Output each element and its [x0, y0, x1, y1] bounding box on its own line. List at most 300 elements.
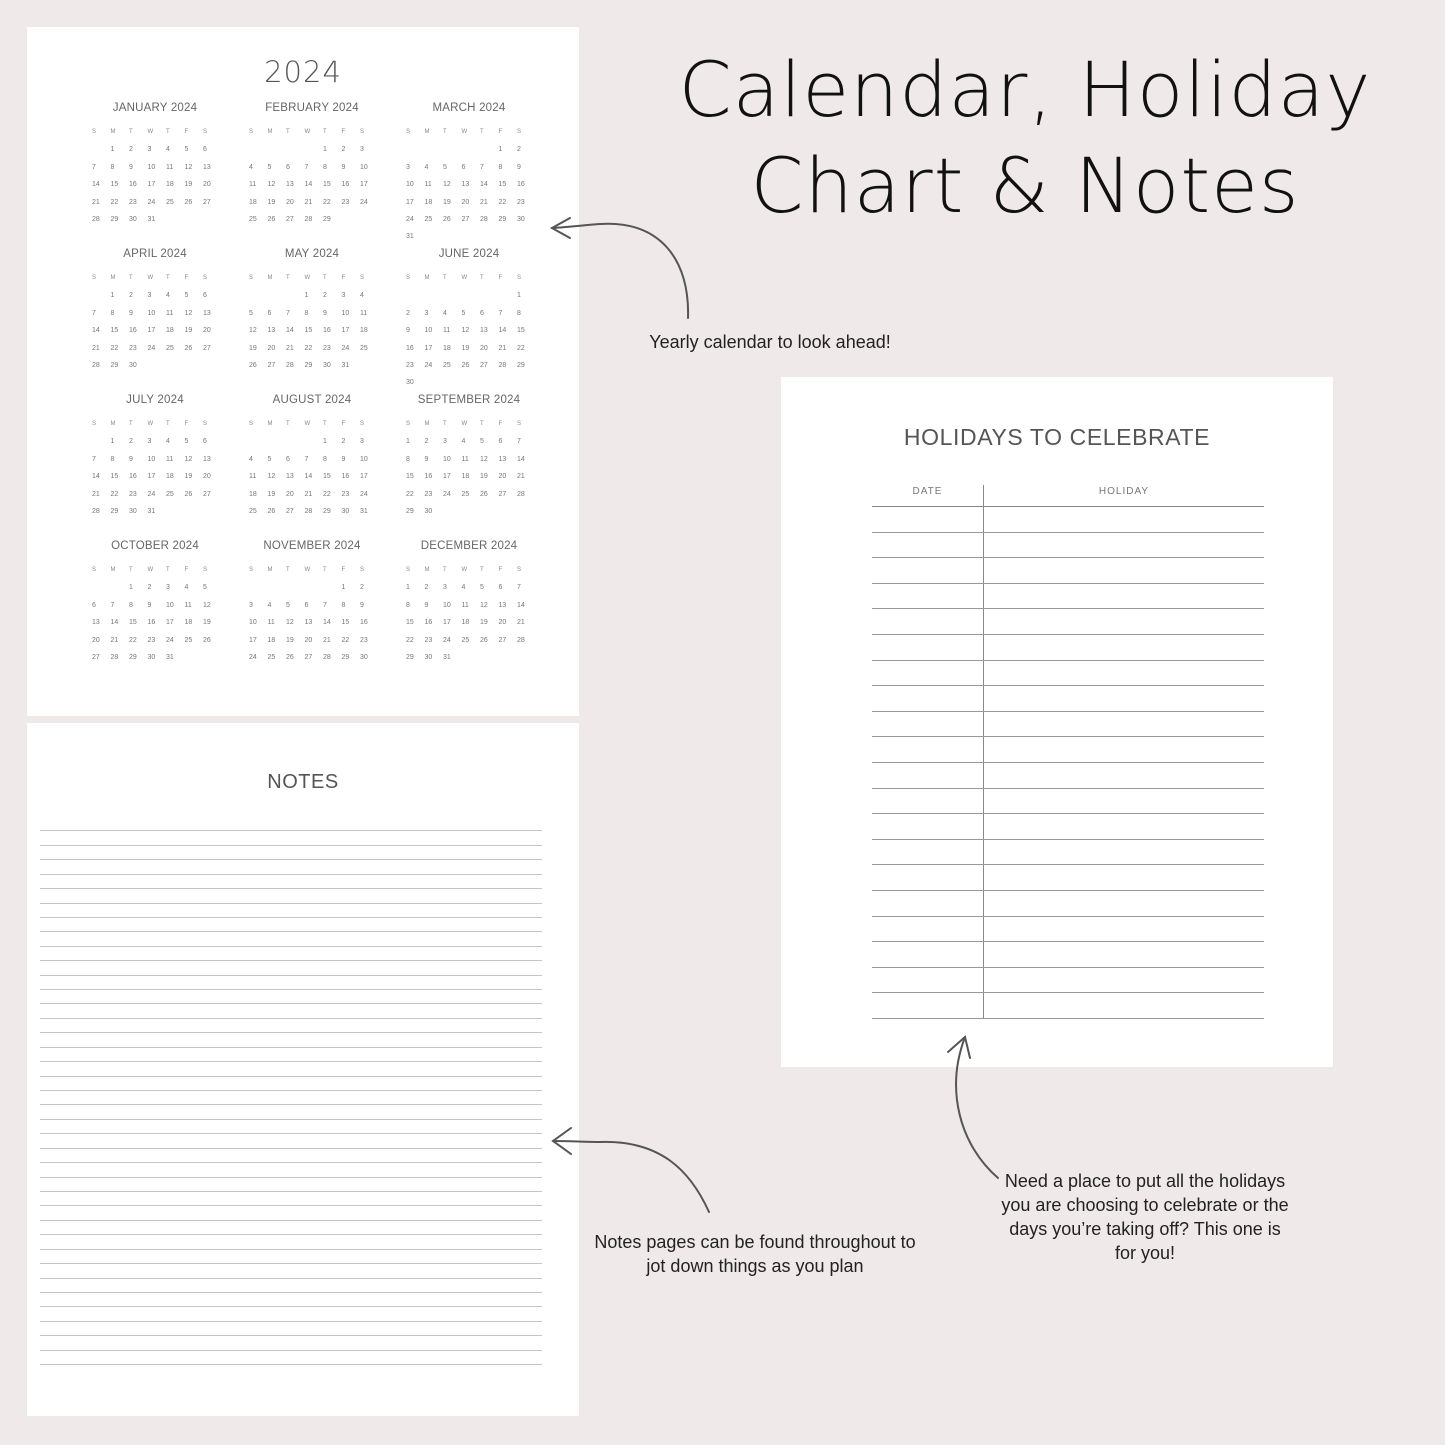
calendar-day: 10 [249, 619, 257, 627]
note-line [40, 990, 542, 1004]
weekday-header: S [203, 421, 208, 427]
calendar-day: 20 [203, 327, 211, 335]
note-line [40, 1279, 542, 1293]
calendar-day: 29 [406, 653, 414, 661]
calendar-day: 29 [323, 507, 331, 515]
note-line [40, 1105, 542, 1119]
calendar-day: 12 [184, 309, 193, 317]
empty-day [462, 290, 481, 307]
weekday-header: W [461, 567, 468, 573]
holiday-name-cell [984, 865, 1264, 890]
calendar-day: 12 [480, 601, 488, 609]
weekday-header: F [341, 129, 346, 135]
calendar-day: 25 [360, 344, 368, 352]
calendar-day: 12 [480, 455, 488, 463]
calendar-day: 18 [166, 181, 174, 189]
weekday-header: S [517, 275, 522, 281]
weekday-header: W [461, 275, 468, 281]
month-name: MARCH 2024 [432, 102, 506, 114]
note-line [40, 1307, 542, 1321]
calendar-day: 4 [166, 438, 170, 446]
weekday-header: S [406, 129, 411, 135]
calendar-day: 8 [323, 163, 327, 171]
weekday-header: T [443, 421, 447, 427]
calendar-day: 15 [406, 619, 414, 627]
note-line [40, 1062, 542, 1076]
holiday-date-cell [872, 609, 984, 634]
calendar-day: 30 [129, 361, 137, 369]
weekday-header: F [341, 275, 346, 281]
note-line [40, 1178, 542, 1192]
calendar-day: 8 [129, 601, 133, 609]
calendar-day: 26 [461, 361, 470, 369]
month-days-grid [249, 565, 375, 669]
calendar-day: 28 [323, 653, 331, 661]
calendar-day: 14 [304, 473, 313, 481]
calendar-day: 1 [110, 292, 115, 300]
calendar-day: 3 [166, 584, 170, 592]
calendar-day: 8 [406, 455, 410, 463]
holiday-row [872, 993, 1264, 1019]
calendar-day: 6 [498, 438, 503, 446]
calendar-day: 27 [203, 490, 211, 498]
calendar-callout: Yearly calendar to look ahead! [649, 332, 891, 352]
calendar-day: 16 [147, 619, 156, 627]
calendar-day: 13 [286, 181, 294, 189]
calendar-day: 29 [498, 215, 507, 223]
holiday-name-cell [984, 968, 1264, 993]
calendar-day: 26 [480, 636, 488, 644]
empty-day [249, 436, 268, 453]
calendar-day: 8 [498, 163, 503, 171]
calendar-day: 10 [147, 309, 156, 317]
month-name: NOVEMBER 2024 [263, 540, 361, 552]
note-line [40, 1235, 542, 1249]
calendar-day: 18 [249, 490, 257, 498]
holidays-page [781, 377, 1333, 1067]
calendar-day: 9 [129, 455, 133, 463]
calendar-day: 6 [203, 292, 207, 300]
calendar-day: 15 [323, 473, 331, 481]
calendar-day: 24 [360, 198, 368, 206]
note-line [40, 1351, 542, 1365]
holiday-row [872, 558, 1264, 584]
calendar-day: 9 [341, 163, 346, 171]
calendar-day: 30 [129, 215, 137, 223]
holiday-row [872, 686, 1264, 712]
calendar-day: 22 [323, 490, 331, 498]
empty-day [406, 144, 425, 161]
calendar-day: 23 [341, 198, 350, 206]
note-line [40, 1091, 542, 1105]
month-days-grid [249, 419, 375, 523]
calendar-day: 19 [184, 327, 193, 335]
calendar-day: 10 [147, 163, 156, 171]
calendar-day: 14 [286, 327, 294, 335]
calendar-day: 28 [480, 215, 488, 223]
weekday-header: T [443, 567, 447, 573]
calendar-day: 24 [147, 490, 156, 498]
calendar-month [249, 392, 375, 538]
weekday-header: F [341, 421, 346, 427]
weekday-header: S [249, 129, 254, 135]
calendar-day: 17 [341, 327, 350, 335]
calendar-day: 8 [323, 455, 327, 463]
calendar-day: 13 [498, 455, 507, 463]
calendar-day: 9 [323, 309, 327, 317]
calendar-day: 1 [110, 438, 115, 446]
calendar-day: 8 [110, 309, 115, 317]
calendar-month [406, 100, 532, 246]
holiday-date-cell [872, 737, 984, 762]
weekday-header: T [323, 129, 327, 135]
calendar-day: 2 [129, 146, 133, 154]
calendar-day: 21 [498, 344, 507, 352]
empty-day [499, 290, 518, 307]
weekday-header: M [267, 567, 273, 573]
calendar-day: 6 [286, 163, 290, 171]
calendar-day: 3 [147, 146, 152, 154]
calendar-day: 24 [166, 636, 174, 644]
holiday-date-cell [872, 840, 984, 865]
calendar-day: 12 [286, 619, 294, 627]
calendar-day: 24 [424, 361, 433, 369]
empty-day [305, 436, 324, 453]
calendar-day: 18 [166, 473, 174, 481]
calendar-day: 3 [424, 309, 429, 317]
calendar-day: 11 [461, 455, 469, 463]
holiday-date-cell [872, 891, 984, 916]
weekday-header: M [267, 421, 273, 427]
empty-day [249, 290, 268, 307]
calendar-day: 15 [517, 327, 525, 335]
calendar-day: 4 [443, 309, 447, 317]
calendar-day: 1 [323, 146, 327, 154]
calendar-day: 3 [249, 601, 253, 609]
weekday-header: S [517, 567, 522, 573]
calendar-day: 22 [304, 344, 313, 352]
holiday-date-cell [872, 993, 984, 1018]
holiday-date-cell [872, 789, 984, 814]
calendar-day: 13 [267, 327, 276, 335]
calendar-day: 12 [203, 601, 211, 609]
weekday-header: F [498, 275, 503, 281]
calendar-day: 27 [498, 490, 507, 498]
calendar-day: 30 [129, 507, 137, 515]
calendar-day: 16 [341, 473, 350, 481]
calendar-day: 1 [517, 292, 521, 300]
calendar-day: 13 [203, 455, 211, 463]
holiday-name-cell [984, 533, 1264, 558]
calendar-day: 16 [129, 327, 137, 335]
holiday-date-cell [872, 558, 984, 583]
holidays-table [872, 485, 1264, 1019]
calendar-day: 4 [249, 163, 253, 171]
calendar-day: 28 [517, 490, 525, 498]
weekday-header: W [304, 275, 311, 281]
holiday-date-cell [872, 763, 984, 788]
weekday-header: F [341, 567, 346, 573]
calendar-day: 21 [286, 344, 294, 352]
calendar-day: 10 [443, 455, 451, 463]
weekday-header: T [443, 275, 447, 281]
calendar-day: 21 [92, 198, 100, 206]
calendar-day: 18 [461, 473, 470, 481]
calendar-month [249, 100, 375, 246]
weekday-header: F [498, 567, 503, 573]
calendar-day: 29 [304, 361, 313, 369]
calendar-day: 1 [498, 146, 503, 154]
calendar-day: 10 [360, 455, 368, 463]
calendar-day: 11 [424, 181, 432, 189]
calendar-day: 25 [267, 653, 276, 661]
calendar-day: 3 [147, 292, 152, 300]
calendar-day: 12 [184, 455, 193, 463]
calendar-day: 5 [203, 584, 207, 592]
weekday-header: S [406, 275, 411, 281]
weekday-header: T [286, 567, 290, 573]
calendar-day: 16 [323, 327, 331, 335]
calendar-day: 26 [249, 361, 257, 369]
calendar-day: 17 [249, 636, 257, 644]
month-name: OCTOBER 2024 [111, 540, 199, 552]
calendar-day: 5 [443, 163, 447, 171]
note-line [40, 1149, 542, 1163]
note-line [40, 889, 542, 903]
holiday-date-cell [872, 507, 984, 532]
calendar-day: 13 [461, 181, 470, 189]
empty-day [425, 144, 444, 161]
weekday-header: T [129, 275, 133, 281]
weekday-header: M [424, 567, 430, 573]
calendar-day: 15 [341, 619, 350, 627]
calendar-day: 11 [166, 309, 174, 317]
calendar-day: 15 [110, 327, 119, 335]
calendar-day: 3 [443, 438, 447, 446]
calendar-day: 1 [129, 584, 133, 592]
calendar-day: 16 [424, 473, 433, 481]
calendar-day: 17 [360, 181, 368, 189]
holiday-row [872, 533, 1264, 559]
holiday-date-cell [872, 533, 984, 558]
calendar-day: 26 [184, 490, 193, 498]
calendar-day: 20 [92, 636, 100, 644]
calendar-day: 10 [443, 601, 451, 609]
calendar-day: 17 [443, 619, 451, 627]
calendar-day: 2 [360, 584, 364, 592]
empty-day [480, 144, 499, 161]
holiday-date-cell [872, 635, 984, 660]
calendar-day: 7 [304, 163, 309, 171]
calendar-day: 2 [147, 584, 152, 592]
month-name: FEBRUARY 2024 [265, 102, 359, 114]
calendar-day: 30 [147, 653, 156, 661]
yearly-calendar-page [27, 27, 579, 716]
note-line [40, 831, 542, 845]
calendar-day: 17 [360, 473, 368, 481]
calendar-day: 10 [406, 181, 414, 189]
weekday-header: F [498, 421, 503, 427]
holiday-row [872, 814, 1264, 840]
calendar-day: 26 [443, 215, 451, 223]
calendar-day: 10 [424, 327, 433, 335]
calendar-day: 26 [184, 198, 193, 206]
month-days-grid [406, 419, 532, 523]
weekday-header: S [360, 421, 365, 427]
holiday-row [872, 968, 1264, 994]
weekday-header: T [286, 129, 290, 135]
calendar-day: 18 [360, 327, 368, 335]
calendar-day: 16 [360, 619, 368, 627]
calendar-day: 2 [424, 584, 429, 592]
holiday-row [872, 865, 1264, 891]
calendar-day: 30 [341, 507, 350, 515]
calendar-day: 14 [480, 181, 488, 189]
note-line [40, 961, 542, 975]
calendar-day: 13 [498, 601, 507, 609]
calendar-day: 30 [517, 215, 525, 223]
calendar-day: 11 [461, 601, 469, 609]
calendar-day: 28 [304, 507, 313, 515]
note-line [40, 846, 542, 860]
empty-day [462, 144, 481, 161]
calendar-day: 17 [424, 344, 433, 352]
calendar-day: 18 [443, 344, 451, 352]
calendar-day: 19 [461, 344, 470, 352]
weekday-header: F [498, 129, 503, 135]
calendar-day: 7 [92, 309, 96, 317]
calendar-day: 21 [323, 636, 331, 644]
weekday-header: M [267, 129, 273, 135]
weekday-header: M [267, 275, 273, 281]
calendar-day: 14 [110, 619, 119, 627]
weekday-header: S [360, 567, 365, 573]
calendar-day: 1 [406, 584, 410, 592]
calendar-day: 2 [129, 438, 133, 446]
empty-day [443, 144, 462, 161]
calendar-day: 5 [184, 146, 189, 154]
calendar-day: 5 [461, 309, 466, 317]
calendar-day: 11 [166, 163, 174, 171]
weekday-header: S [360, 275, 365, 281]
calendar-day: 20 [286, 490, 294, 498]
calendar-day: 2 [517, 146, 521, 154]
calendar-day: 22 [110, 198, 119, 206]
calendar-day: 14 [517, 455, 525, 463]
calendar-day: 16 [517, 181, 525, 189]
calendar-day: 3 [360, 146, 364, 154]
calendar-day: 20 [304, 636, 313, 644]
calendar-day: 7 [92, 163, 96, 171]
calendar-day: 11 [166, 455, 174, 463]
calendar-day: 12 [267, 181, 276, 189]
empty-day [268, 436, 287, 453]
calendar-day: 20 [461, 198, 470, 206]
calendar-day: 5 [249, 309, 253, 317]
holiday-name-cell [984, 507, 1264, 532]
calendar-day: 1 [406, 438, 410, 446]
note-line [40, 817, 542, 831]
empty-day [92, 144, 111, 161]
empty-day [92, 436, 111, 453]
note-line [40, 976, 542, 990]
note-line [40, 1004, 542, 1018]
calendar-day: 26 [203, 636, 211, 644]
empty-day [92, 582, 111, 599]
weekday-header: W [461, 129, 468, 135]
weekday-header: W [304, 567, 311, 573]
calendar-day: 21 [517, 473, 525, 481]
note-line [40, 904, 542, 918]
holiday-row [872, 840, 1264, 866]
holiday-row [872, 917, 1264, 943]
calendar-day: 2 [341, 438, 346, 446]
calendar-day: 20 [498, 473, 507, 481]
calendar-day: 7 [304, 455, 309, 463]
notes-page [27, 723, 579, 1416]
calendar-day: 22 [498, 198, 507, 206]
calendar-day: 24 [249, 653, 257, 661]
calendar-day: 27 [92, 653, 100, 661]
calendar-day: 20 [203, 473, 211, 481]
calendar-month [406, 246, 532, 392]
calendar-day: 22 [406, 490, 414, 498]
month-name: SEPTEMBER 2024 [417, 394, 521, 406]
calendar-day: 25 [461, 636, 470, 644]
calendar-day: 12 [184, 163, 193, 171]
calendar-month [92, 392, 218, 538]
calendar-day: 6 [304, 601, 309, 609]
calendar-day: 29 [406, 507, 414, 515]
calendar-month [406, 392, 532, 538]
calendar-day: 29 [323, 215, 331, 223]
calendar-months-grid [92, 100, 534, 684]
weekday-header: F [184, 129, 189, 135]
calendar-day: 27 [304, 653, 313, 661]
weekday-header: F [184, 567, 189, 573]
calendar-day: 22 [110, 344, 119, 352]
note-line [40, 1206, 542, 1220]
empty-day [111, 582, 130, 599]
holiday-row [872, 763, 1264, 789]
holiday-name-cell [984, 712, 1264, 737]
calendar-day: 17 [406, 198, 414, 206]
calendar-day: 10 [147, 455, 156, 463]
weekday-header: S [92, 129, 97, 135]
calendar-day: 24 [147, 198, 156, 206]
calendar-day: 10 [341, 309, 350, 317]
holiday-name-cell [984, 635, 1264, 660]
calendar-day: 20 [267, 344, 276, 352]
calendar-day: 23 [424, 490, 433, 498]
note-line [40, 875, 542, 889]
calendar-day: 26 [267, 215, 276, 223]
month-days-grid [92, 565, 218, 669]
month-name: JULY 2024 [126, 394, 184, 406]
calendar-day: 27 [480, 361, 488, 369]
calendar-day: 13 [92, 619, 100, 627]
calendar-day: 11 [360, 309, 368, 317]
calendar-day: 6 [461, 163, 466, 171]
main-title [640, 42, 1410, 234]
calendar-day: 3 [341, 292, 346, 300]
weekday-header: M [110, 421, 116, 427]
calendar-day: 19 [286, 636, 294, 644]
holiday-row [872, 609, 1264, 635]
empty-day [425, 290, 444, 307]
calendar-day: 17 [166, 619, 174, 627]
calendar-day: 30 [360, 653, 368, 661]
